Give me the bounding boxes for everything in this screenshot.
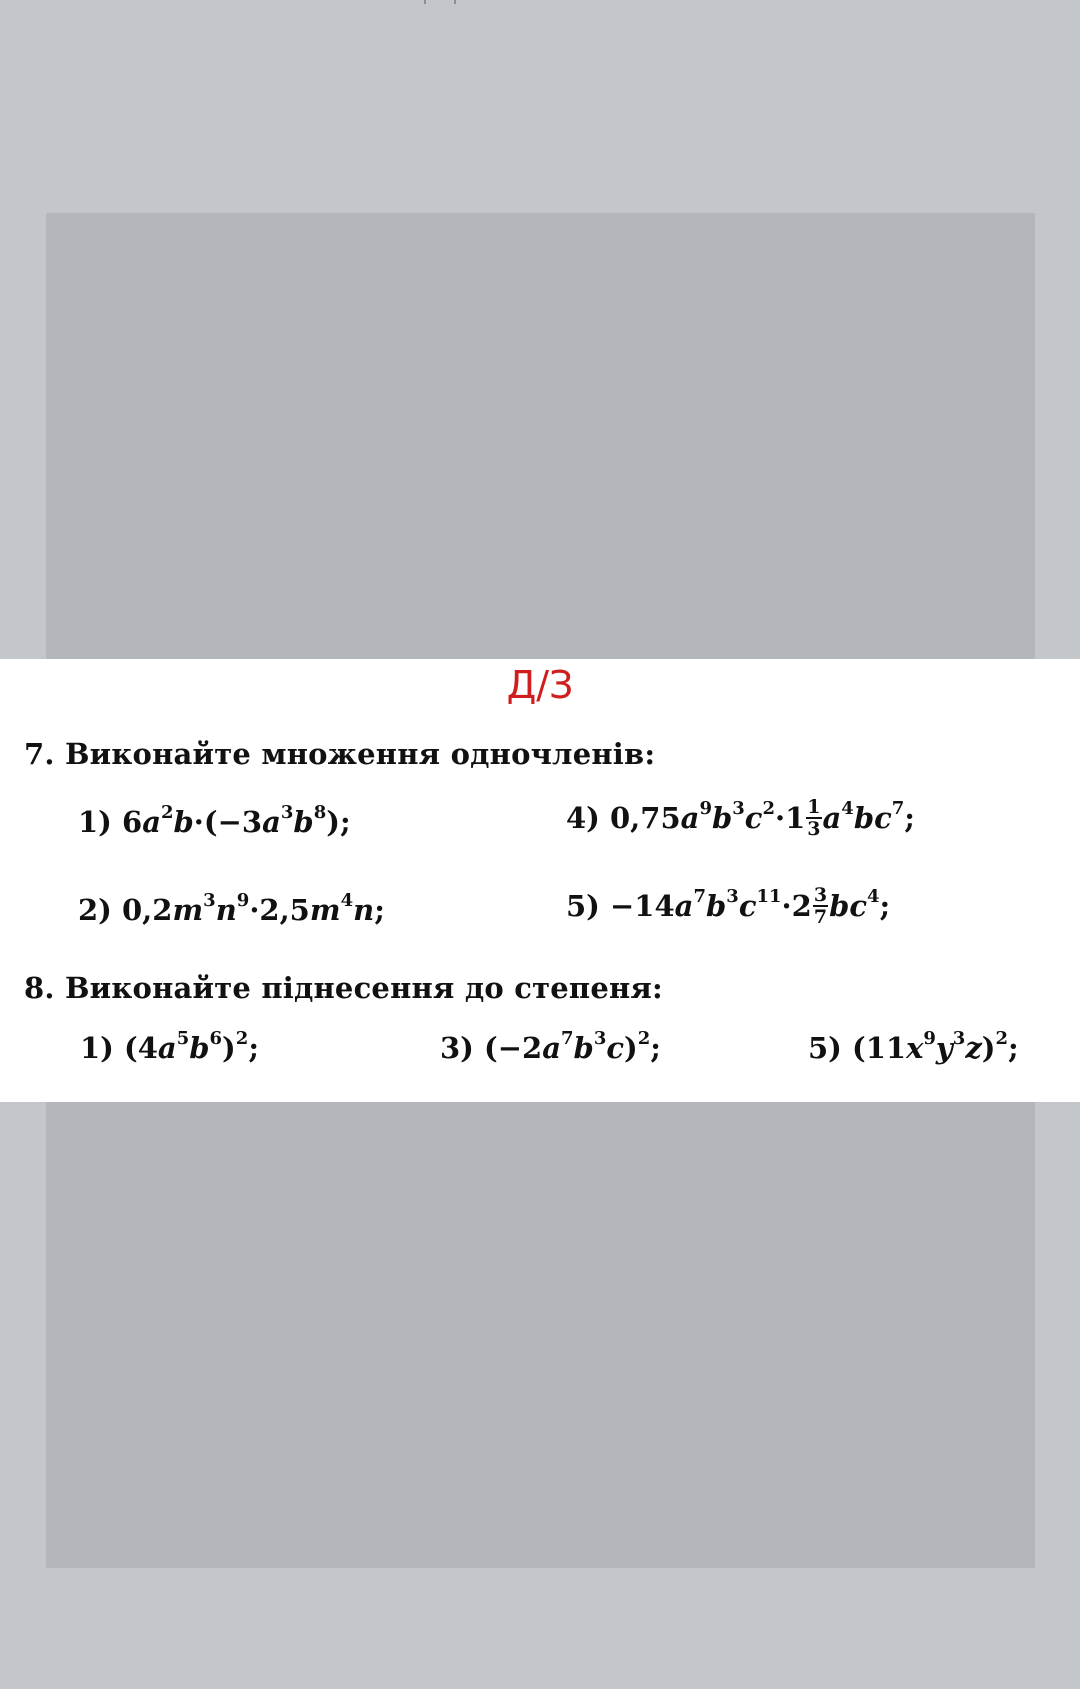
- task-8-item-3: 3) $(-2a^7b^3c)^2$;: [440, 1028, 661, 1065]
- blank-panel-bottom: [46, 1102, 1035, 1568]
- item-number: 1): [80, 1031, 114, 1065]
- task-7-item-5: $5) -14a^7b^3c^{11}\cdot 2$ $\frac{3}{7}$ $bc^4$;: [566, 884, 891, 928]
- task-7-item-2: 2) $0,2m^3n^9\cdot 2,5m^4n$;: [78, 890, 385, 927]
- homework-label: Д/З: [506, 663, 574, 707]
- homework-sheet: [0, 659, 1080, 1102]
- item-number: 1): [78, 805, 112, 839]
- item-number: 5): [566, 889, 600, 923]
- task-7-item-4: 4) $0,75a^9b^3c^2\cdot 1$ $\frac{1}{3}$ $a^4bc^7$;: [566, 796, 916, 840]
- fraction-1-3: $\frac{1}{3}$: [807, 796, 821, 840]
- task-8-item-5: 5) $(11x^9y^3z)^2$;: [808, 1028, 1019, 1065]
- fraction-3-7: $\frac{3}{7}$: [813, 884, 828, 928]
- item-number: 4): [566, 801, 600, 835]
- task-7-title: 7. Виконайте множення одночленів:: [24, 737, 656, 771]
- item-number: 5): [808, 1031, 842, 1065]
- item-number: 3): [440, 1031, 474, 1065]
- item-number: 2): [78, 893, 112, 927]
- task-8-title: 8. Виконайте піднесення до степеня:: [24, 971, 663, 1005]
- top-edge-artifact: [410, 0, 462, 4]
- task-7-item-1: 1) $6a^2b\cdot(-3a^3b^8)$;: [78, 802, 351, 839]
- task-8-item-1: 1) $(4a^5b^6)^2$;: [80, 1028, 260, 1065]
- blank-panel-top: [46, 213, 1035, 659]
